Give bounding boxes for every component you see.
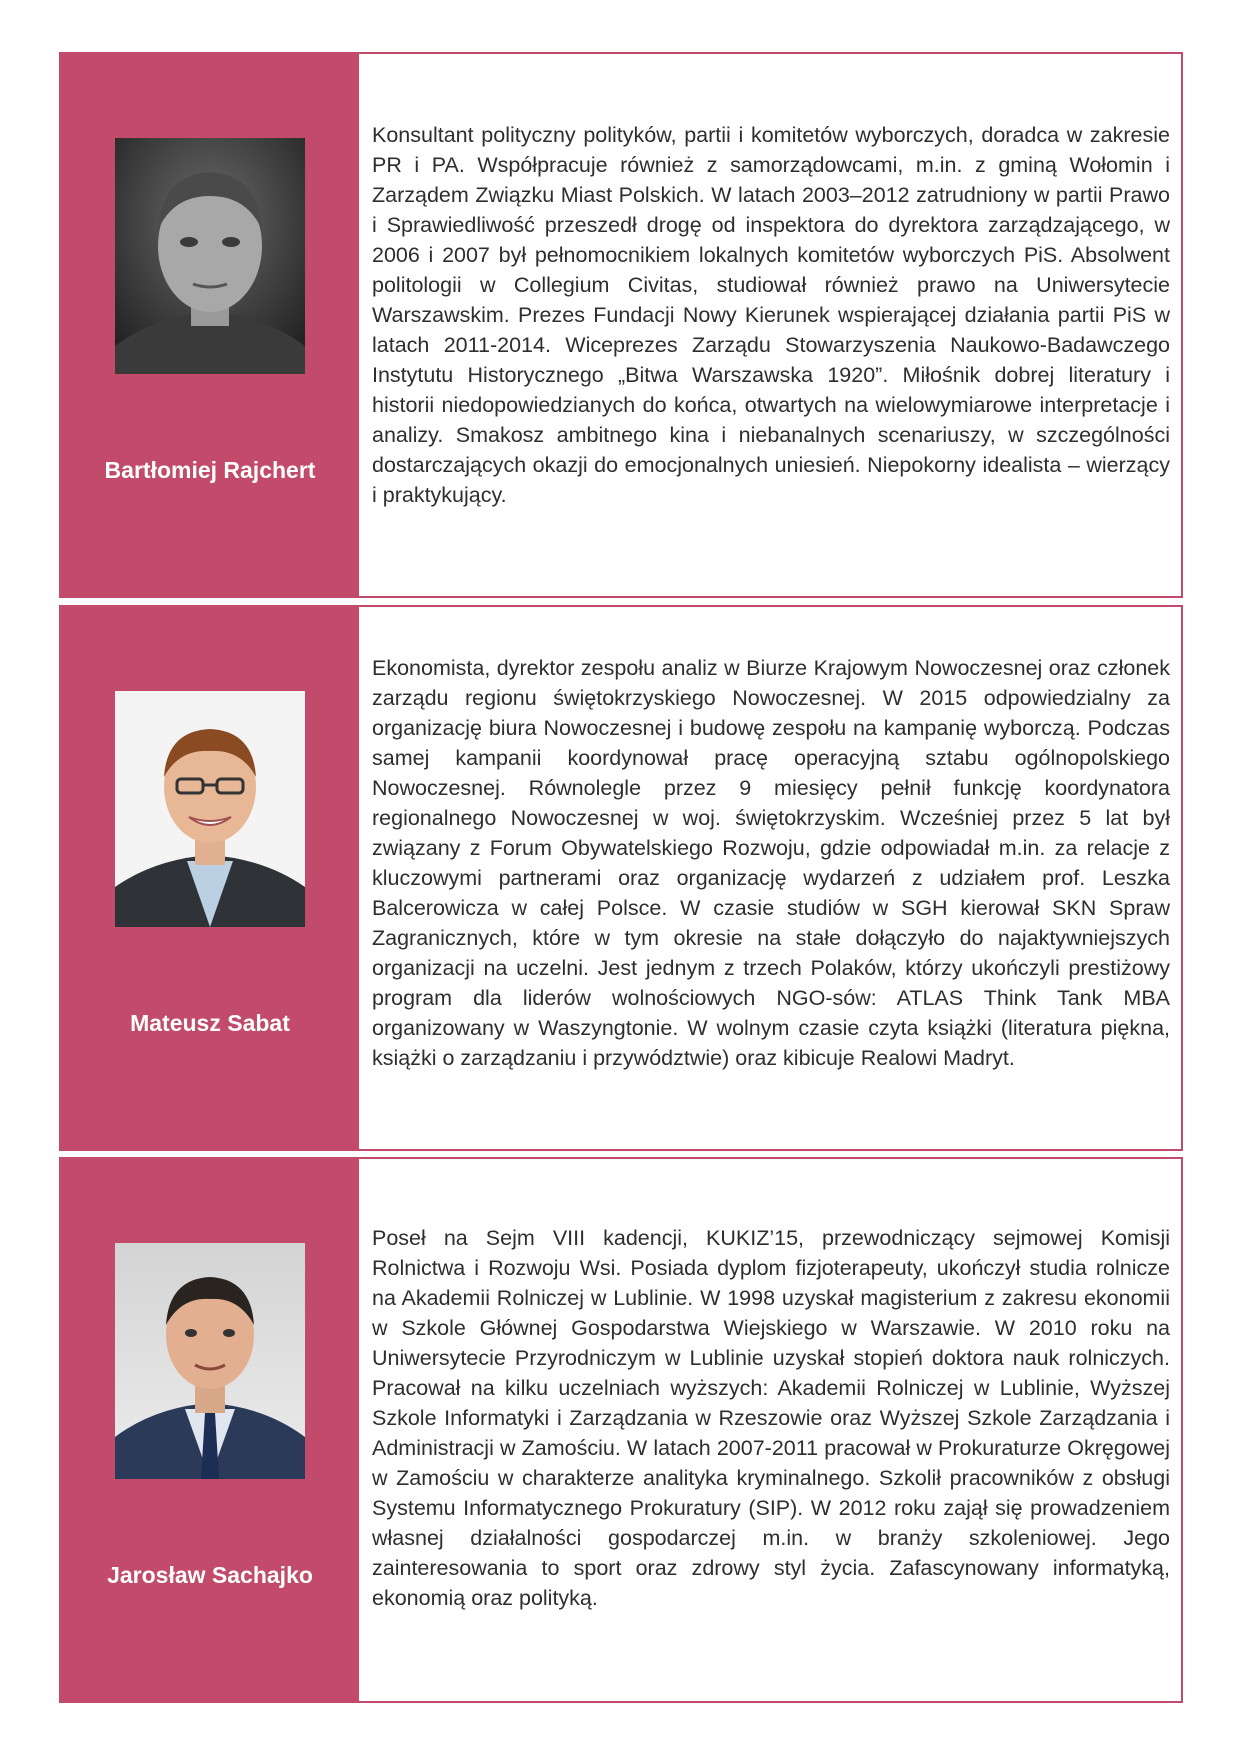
profile-sidebar <box>61 54 359 596</box>
person-bio: Ekonomista, dyrektor zespołu analiz w Biurze Krajowym Nowoczesnej oraz członek zarządu regionu świętokrzyskiego Nowoczesnej. W 2015 odpowiedzialny za organizację biura Nowoczesnej i budowę zespołu na kampanię wyborczą. Podczas samej kampanii koordynował pracę operacyjną sztabu ogólnopolskiego Nowoczesnej. Równolegle przez 9 miesięcy pełnił funkcję koordynatora regionalnego Nowoczesnej w woj. świętokrzyskim. Wcześniej przez 5 lat był związany z Forum Obywatelskiego Rozwoju, gdzie odpowiadał m.in. za relacje z kluczowymi partnerami oraz organizację wydarzeń z udziałem prof. Leszka Balcerowicza w całej Polsce. W czasie studiów w SGH kierował SKN Spraw Zagranicznych, które w tym okresie na stałe dołączyło do najaktywniejszych organizacji na uczelni. Jest jednym z trzech Polaków, którzy ukończyli prestiżowy program dla liderów wolnościowych NGO-sów: ATLAS Think Tank MBA organizowany w Waszyngtonie. W wolnym czasie czyta książki (literatura piękna, książki o zarządzaniu i przywództwie) oraz kibicuje Realowi Madryt. <box>372 656 1170 1070</box>
person-bio: Konsultant polityczny polityków, partii i komitetów wyborczych, doradca w zakresie PR i PA. Współpracuje również z samorządowcami, m.in. z gminą Wołomin i Zarządem Związku Miast Polskich. W latach 2003–2012 zatrudniony w partii Prawo i Sprawiedliwość przeszedł drogę od inspektora do dyrektora zarządzającego, w 2006 i 2007 był pełnomocnikiem lokalnych komitetów wyborczych PiS. Absolwent politologii w Collegium Civitas, studiował również prawo na Uniwersytecie Warszawskim. Prezes Fundacji Nowy Kierunek wspierającej działania partii PiS w latach 2011-2014. Wiceprezes Zarządu Stowarzyszenia Naukowo-Badawczego Instytutu Historycznego „Bitwa Warszawska 1920”. Miłośnik dobrej literatury i historii niedopowiedzianych do końca, otwartych na wielowymiarowe interpretacje i analizy. Smakosz ambitnego kina i niebanalnych scenariuszy, w szczególności dostarczających okazji do emocjonalnych uniesień. Niepokorny idealista – wierzący i praktykujący. <box>372 123 1170 507</box>
person-name: Bartłomiej Rajchert <box>104 457 316 483</box>
portrait-photo-color-icon <box>115 1243 305 1479</box>
profile-card <box>59 1157 1183 1703</box>
profile-sidebar <box>61 1159 359 1701</box>
portrait-photo <box>115 1243 305 1479</box>
portrait-photo-grayscale-icon <box>115 138 305 374</box>
profile-card <box>59 605 1183 1151</box>
person-name: Mateusz Sabat <box>130 1010 290 1036</box>
person-name: Jarosław Sachajko <box>107 1562 313 1588</box>
portrait-photo <box>115 691 305 927</box>
profile-card <box>59 52 1183 598</box>
profile-sidebar <box>61 607 359 1149</box>
portrait-photo <box>115 138 305 374</box>
portrait-photo-color-icon <box>115 691 305 927</box>
person-bio: Poseł na Sejm VIII kadencji, KUKIZ’15, przewodniczący sejmowej Komisji Rolnictwa i Rozwoju Wsi. Posiada dyplom fizjoterapeuty, ukończył studia rolnicze na Akademii Rolniczej w Lublinie. W 1998 uzyskał magisterium z zakresu ekonomii w Szkole Głównej Gospodarstwa Wiejskiego w Warszawie. W 2010 roku na Uniwersytecie Przyrodniczym w Lublinie uzyskał stopień doktora nauk rolniczych. Pracował na kilku uczelniach wyższych: Akademii Rolniczej w Lublinie, Wyższej Szkole Informatyki i Zarządzania w Rzeszowie oraz Wyższej Szkole Zarządzania i Administracji w Zamościu. W latach 2007-2011 pracował w Prokuraturze Okręgowej w Zamościu w charakterze analityka kryminalnego. Szkolił pracowników z obsługi Systemu Informatycznego Prokuratury (SIP). W 2012 roku zajął się prowadzeniem własnej działalności gospodarczej m.in. w branży szkoleniowej. Jego zainteresowania to sport oraz zdrowy styl życia. Zafascynowany informatyką, ekonomią oraz polityką. <box>372 1226 1170 1610</box>
